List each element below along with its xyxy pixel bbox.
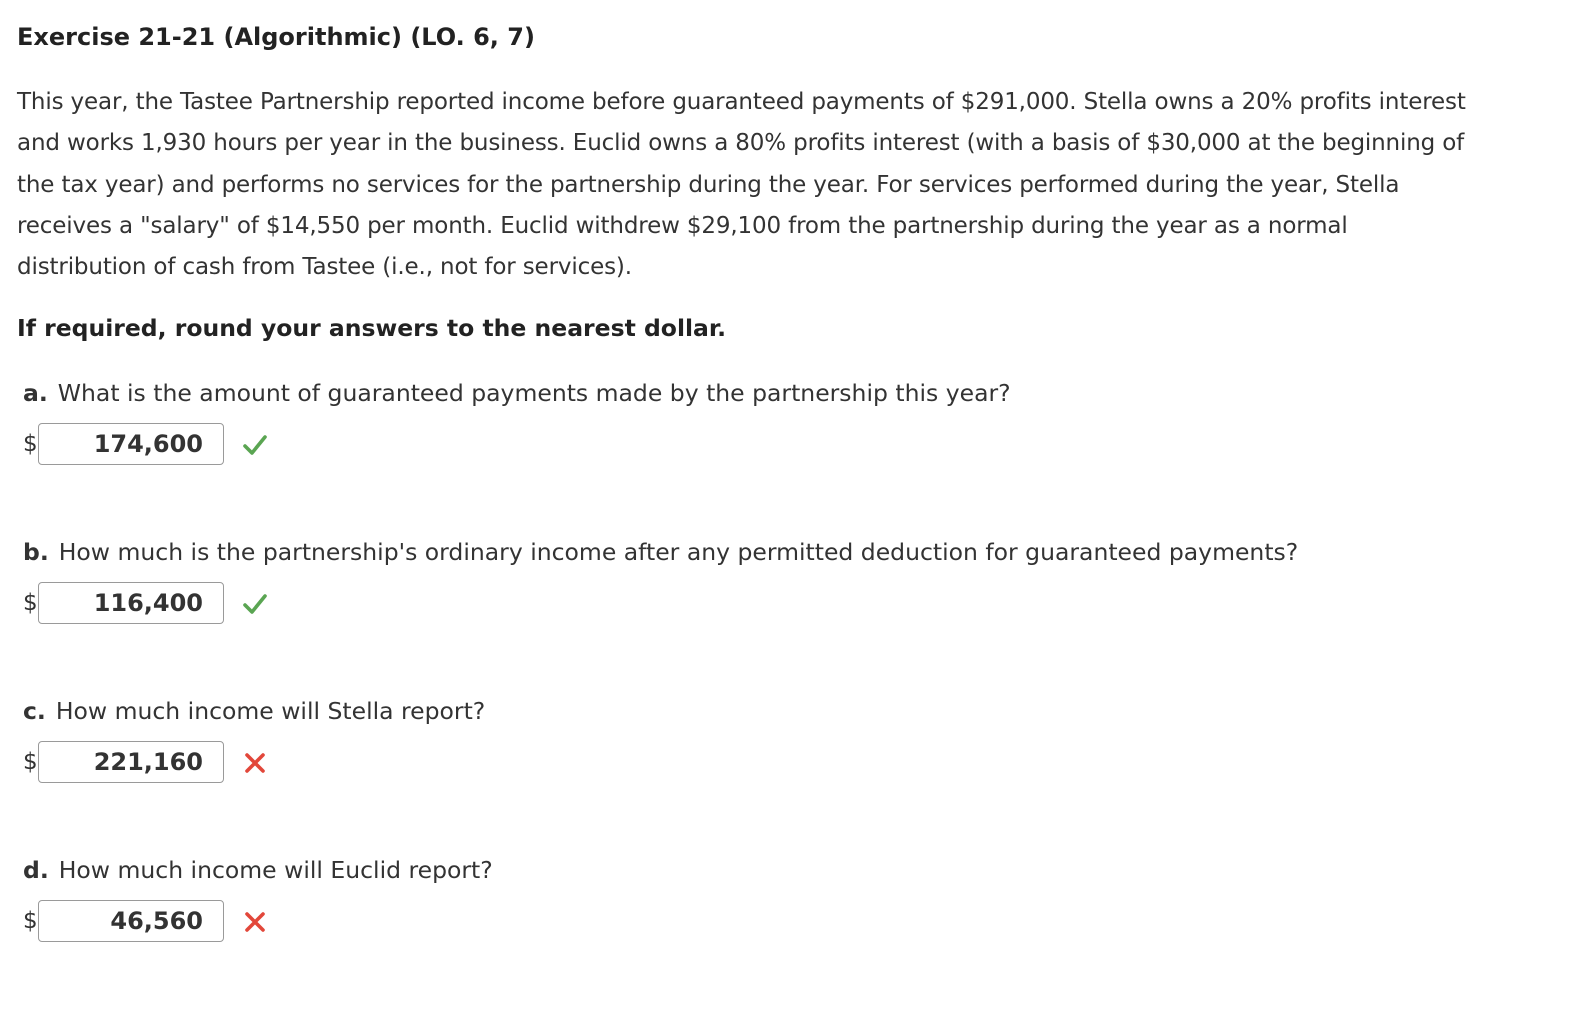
currency-symbol: $ [23, 431, 38, 457]
question-b [23, 535, 1523, 628]
problem-statement [17, 82, 1562, 288]
rounding-instruction: If required, round your answers to the nearest dollar. [17, 314, 727, 342]
checkmark-icon [241, 590, 269, 618]
problem-line: distribution of cash from Tastee (i.e., not for services). [17, 254, 632, 281]
answer-input-b[interactable]: 116,400 [38, 582, 224, 624]
question-a [23, 376, 1523, 469]
question-text: How much is the partnership's ordinary income after any permitted deduction for guaranteed payments? [58, 538, 1299, 566]
exercise-title: Exercise 21-21 (Algorithmic) (LO. 6, 7) [17, 23, 535, 51]
x-mark-icon [241, 908, 269, 936]
question-letter: c. [23, 697, 46, 725]
checkmark-icon [241, 431, 269, 459]
question-letter: b. [23, 538, 49, 566]
problem-line: receives a "salary" of $14,550 per month. Euclid withdrew $29,100 from the partnership during the year as a normal [17, 212, 1348, 239]
question-c [23, 694, 1523, 787]
currency-symbol: $ [23, 908, 38, 934]
currency-symbol: $ [23, 749, 38, 775]
question-text: How much income will Stella report? [55, 697, 486, 725]
question-letter: d. [23, 856, 49, 884]
problem-line: the tax year) and performs no services for the partnership during the year. For services performed during the year, Stella [17, 171, 1400, 198]
currency-symbol: $ [23, 590, 38, 616]
question-text: What is the amount of guaranteed payments made by the partnership this year? [57, 379, 1011, 407]
answer-input-a[interactable]: 174,600 [38, 423, 224, 465]
question-text: How much income will Euclid report? [58, 856, 493, 884]
answer-input-d[interactable]: 46,560 [38, 900, 224, 942]
question-letter: a. [23, 379, 48, 407]
problem-line: and works 1,930 hours per year in the business. Euclid owns a 80% profits interest (with a basis of $30,000 at the beginning of [17, 130, 1465, 157]
x-mark-icon [241, 749, 269, 777]
answer-input-c[interactable]: 221,160 [38, 741, 224, 783]
problem-line: This year, the Tastee Partnership reported income before guaranteed payments of $291,000. Stella owns a 20% profits interest [17, 89, 1466, 115]
question-d [23, 853, 1523, 946]
